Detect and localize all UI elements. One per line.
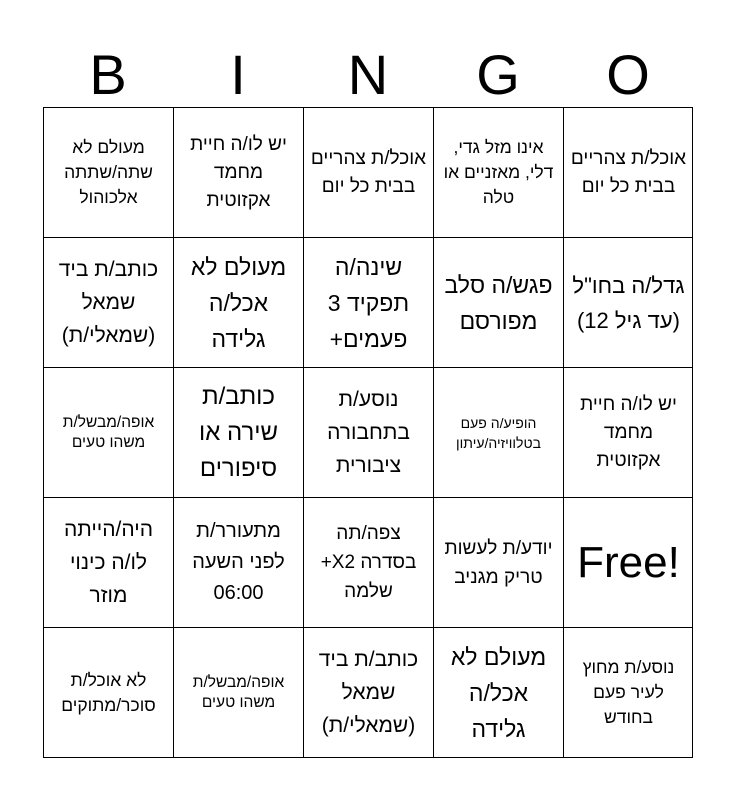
bingo-cell-text: היה/הייתה לו/ה כינוי מוזר: [63, 518, 154, 607]
free-space-text: Free!: [577, 537, 680, 587]
bingo-cell[interactable]: [433, 238, 563, 368]
bingo-cell-text: כותב/ת ביד שמאל (שמאלי/ת): [318, 648, 419, 737]
bingo-cell[interactable]: [433, 368, 563, 498]
bingo-cell-text: לא אוכל/ת סוכר/מתוקים: [61, 669, 156, 715]
bingo-cell-text: גדל/ה בחו"ל (עד גיל 12): [572, 272, 685, 333]
bingo-cell[interactable]: [433, 628, 563, 758]
bingo-header: [43, 40, 693, 110]
bingo-cell[interactable]: [563, 238, 693, 368]
header-letter-i: I: [230, 43, 246, 106]
bingo-cell[interactable]: [43, 238, 173, 368]
bingo-cell-text: כותב/ת שירה או סיפורים: [198, 382, 279, 482]
bingo-cell-text: יש לו/ה חיית מחמד אקזוטית: [580, 393, 677, 471]
bingo-cell[interactable]: [173, 368, 303, 498]
header-letter-g: G: [476, 43, 520, 106]
bingo-cell-text: צפה/תה בסדרה X2+ שלמה: [320, 523, 417, 602]
bingo-cell[interactable]: [173, 108, 303, 238]
bingo-cell-text: אופה/מבשל/ת משהו טעים: [62, 413, 155, 451]
bingo-cell[interactable]: [433, 108, 563, 238]
bingo-cell[interactable]: [173, 238, 303, 368]
bingo-cell-text: אינו מזל גדי, דלי, מאזניים או טלה: [443, 137, 554, 207]
bingo-cell[interactable]: [173, 628, 303, 758]
bingo-cell-text: מעולם לא שתה/שתתה אלכוהול: [64, 137, 153, 207]
bingo-cell-text: אופה/מבשל/ת משהו טעים: [192, 673, 285, 711]
bingo-cell[interactable]: [43, 628, 173, 758]
bingo-cell-text: הופיע/ה פעם בטלוויזיה/עיתון: [456, 414, 541, 451]
bingo-cell-text: מעולם לא אכל/ה גלידה: [450, 643, 547, 742]
bingo-cell[interactable]: [303, 238, 433, 368]
bingo-cell[interactable]: [303, 108, 433, 238]
bingo-cell[interactable]: [303, 628, 433, 758]
bingo-cell-text: אוכל/ת צהריים בבית כל יום: [310, 147, 427, 197]
bingo-cell[interactable]: [563, 628, 693, 758]
header-letter-b: B: [89, 43, 127, 106]
bingo-cell[interactable]: [43, 498, 173, 628]
bingo-cell[interactable]: [43, 368, 173, 498]
header-letter-o: O: [606, 43, 650, 106]
free-space-cell[interactable]: [563, 498, 693, 628]
bingo-cell-text: שינה/ה תפקיד 3 פעמים+: [327, 253, 410, 352]
bingo-cell-text: אוכל/ת צהריים בבית כל יום: [570, 147, 687, 197]
bingo-cell-text: מתעורר/ת לפני השעה 06:00: [192, 520, 285, 604]
bingo-cell-text: פגש/ה סלב מפורסם: [444, 271, 553, 334]
bingo-cell[interactable]: [433, 498, 563, 628]
bingo-cell-text: נוסע/ת מחוץ לעיר פעם בחודש: [582, 657, 675, 727]
bingo-cell[interactable]: [173, 498, 303, 628]
bingo-cell[interactable]: [43, 108, 173, 238]
bingo-cell-text: יש לו/ה חיית מחמד אקזוטית: [190, 133, 287, 211]
bingo-cell[interactable]: [303, 498, 433, 628]
bingo-cell-text: מעולם לא אכל/ה גלידה: [190, 253, 287, 352]
bingo-cell[interactable]: [303, 368, 433, 498]
bingo-cell-text: יודע/ת לעשות טריק מגניב: [444, 537, 553, 588]
bingo-cell-text: נוסע/ת בתחבורה ציבורית: [327, 388, 410, 477]
bingo-cell[interactable]: [563, 368, 693, 498]
bingo-cell-text: כותב/ת ביד שמאל (שמאלי/ת): [58, 258, 159, 347]
header-letter-n: N: [347, 43, 389, 106]
bingo-board: [43, 107, 693, 757]
bingo-cell[interactable]: [563, 108, 693, 238]
